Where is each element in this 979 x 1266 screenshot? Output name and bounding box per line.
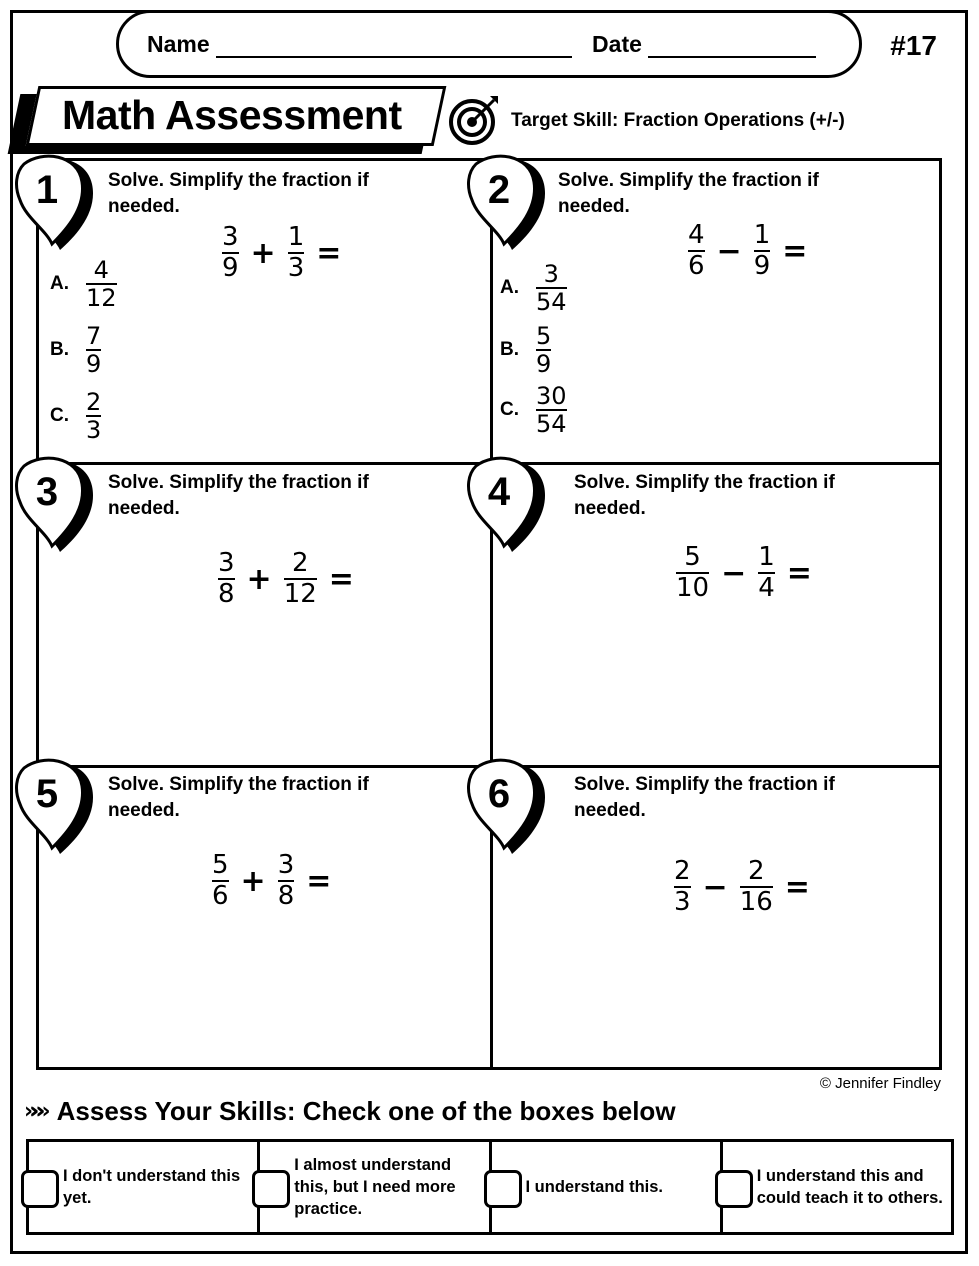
problem-number-badge [466,456,548,554]
denominator: 12 [283,579,317,609]
problem-number: 2 [487,168,511,212]
choice-fraction [86,324,101,376]
numerator: 2 [86,388,102,416]
problem-number: 1 [35,168,59,212]
numerator: 3 [222,222,239,252]
chevron-right-icon: »»» [24,1099,43,1124]
numerator: 1 [287,222,305,252]
problem-instruction: Solve. Simplify the fraction if needed. [574,472,835,519]
numerator: 1 [753,220,771,250]
date-field[interactable] [648,38,816,58]
name-field[interactable] [216,38,572,58]
numerator: 5 [684,542,701,572]
page-title: Math Assessment [62,92,402,138]
checkbox-dont-understand[interactable] [21,1170,59,1208]
denominator: 8 [218,579,235,609]
left-fraction [218,550,235,608]
denominator: 10 [676,573,710,603]
answer-choice[interactable] [500,384,567,436]
choice-letter: A. [50,273,69,294]
denominator: 6 [688,251,705,281]
operator: + [250,235,276,271]
problem-number: 5 [35,772,59,816]
fraction-expression [212,852,343,910]
problem-grid [36,158,942,1070]
equals-sign: = [316,235,342,271]
right-fraction [740,858,773,916]
target-skill: Target Skill: Fraction Operations (+/-) [511,110,845,131]
operator: − [702,869,728,905]
choice-letter: C. [500,399,519,420]
answer-choice[interactable] [50,258,117,310]
problem-number-badge [14,456,96,554]
answer-choice[interactable] [50,324,101,376]
choice-letter: A. [500,277,519,298]
operator: + [246,561,272,597]
checkbox-almost-understand[interactable] [252,1170,290,1208]
problem-instruction: Solve. Simplify the fraction if needed. [108,472,369,519]
name-date-header [116,10,862,78]
choice-letter: B. [50,339,69,360]
fraction-expression [688,222,819,280]
copyright: © Jennifer Findley [819,1075,941,1092]
numerator: 3 [543,260,559,288]
operator: − [721,555,747,591]
left-fraction [212,852,229,910]
denominator: 3 [287,253,305,283]
answer-choice[interactable] [500,262,567,314]
worksheet-number: #17 [890,30,937,61]
right-fraction [284,550,317,608]
assess-option [492,1142,723,1232]
problem-number-badge [14,758,96,856]
left-fraction [688,222,705,280]
checkbox-understand[interactable] [484,1170,522,1208]
denominator: 54 [536,410,567,438]
title-banner [14,86,442,154]
numerator: 7 [86,322,102,350]
problem-number-badge [14,154,96,252]
choice-fraction [86,258,117,310]
problem-number-badge [466,758,548,856]
left-fraction [674,858,691,916]
denominator: 3 [674,887,691,917]
assess-heading [24,1096,676,1127]
equals-sign: = [784,869,810,905]
problem-number: 6 [487,772,511,816]
equals-sign: = [782,233,808,269]
date-label: Date [592,31,642,57]
choice-fraction [536,262,567,314]
assess-option [723,1142,951,1232]
problem-instruction: Solve. Simplify the fraction if needed. [108,170,369,217]
right-fraction [758,544,775,602]
numerator: 30 [536,382,567,410]
numerator: 3 [277,850,295,880]
target-icon [448,94,500,146]
assess-option-label: I almost understand this, but I need more practice. [294,1156,456,1218]
problem-number: 3 [35,470,59,514]
assess-option-label: I understand this. [525,1178,664,1196]
problem-number: 4 [487,470,511,514]
denominator: 12 [86,284,117,312]
assess-title: Assess Your Skills: Check one of the boxes below [56,1096,676,1126]
fraction-expression [674,858,822,916]
choice-fraction [86,390,101,442]
right-fraction [288,224,305,282]
numerator: 4 [93,256,109,284]
choice-fraction [536,384,567,436]
problem-number-badge [466,154,548,252]
denominator: 9 [753,251,771,281]
assess-option-label: I don't understand this yet. [63,1167,241,1207]
left-fraction [222,224,239,282]
equals-sign: = [328,561,354,597]
numerator: 5 [212,850,229,880]
right-fraction [754,222,771,280]
fraction-expression [218,550,366,608]
numerator: 5 [536,322,552,350]
numerator: 2 [291,548,309,578]
name-date-row [147,31,816,58]
assess-option-label: I understand this and could teach it to others. [756,1167,943,1207]
numerator: 2 [674,856,691,886]
name-label: Name [147,31,210,57]
choice-fraction [536,324,551,376]
problem-instruction: Solve. Simplify the fraction if needed. [558,170,819,217]
denominator: 54 [536,288,567,316]
answer-choice[interactable] [50,390,101,442]
equals-sign: = [786,555,812,591]
denominator: 9 [536,350,552,378]
equals-sign: = [306,863,332,899]
problem-instruction: Solve. Simplify the fraction if needed. [574,774,835,821]
numerator: 3 [218,548,235,578]
right-fraction [278,852,295,910]
checkbox-can-teach[interactable] [715,1170,753,1208]
operator: + [240,863,266,899]
assess-option [29,1142,260,1232]
choice-letter: C. [50,405,69,426]
denominator: 6 [212,881,229,911]
problem-instruction: Solve. Simplify the fraction if needed. [108,774,369,821]
numerator: 1 [758,542,775,572]
denominator: 9 [222,253,239,283]
denominator: 4 [758,573,775,603]
denominator: 16 [739,887,773,917]
left-fraction [676,544,709,602]
choice-letter: B. [500,339,519,360]
assess-option [260,1142,491,1232]
fraction-expression [676,544,824,602]
operator: − [716,233,742,269]
fraction-expression [222,224,353,282]
denominator: 8 [277,881,295,911]
denominator: 3 [86,416,102,444]
answer-choice[interactable] [500,324,551,376]
numerator: 4 [688,220,705,250]
self-assessment-box [26,1139,954,1235]
numerator: 2 [747,856,765,886]
denominator: 9 [86,350,102,378]
